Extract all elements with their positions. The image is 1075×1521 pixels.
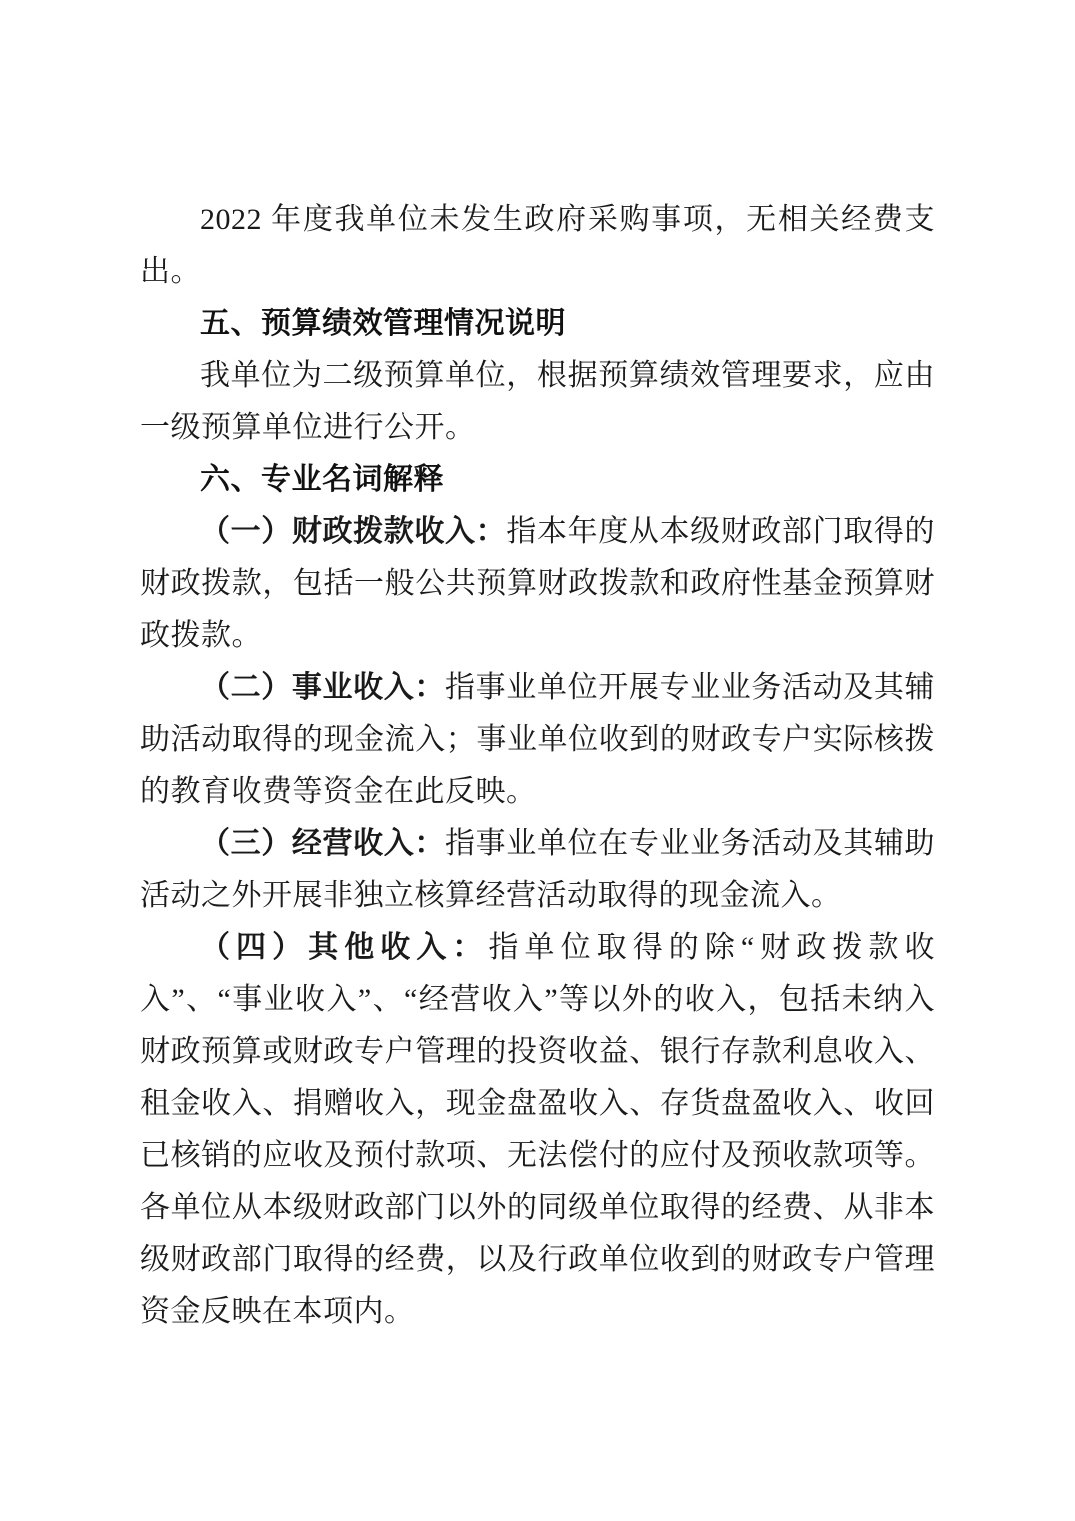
definition-body-other-income: 指单位取得的除“财政拨款收入”、“事业收入”、“经营收入”等以外的收入，包括未纳入财政预算或财政专户管理的投资收益、银行存款利息收入、租金收入、捐赠收入，现金盘盈收入、存货盘盈收入、收回已核销的应收及预付款项、无法偿付的应付及预收款项等。各单位从本级财政部门以外的同级单位取得的经费、从非本级财政部门取得的经费，以及行政单位收到的财政专户管理资金反映在本项内。 <box>140 931 935 1328</box>
definition-term-other-income: （四）其他收入： <box>200 931 489 964</box>
definition-term-institutional-income: （二）事业收入： <box>200 671 446 704</box>
paragraph-budget-performance-statement: 我单位为二级预算单位，根据预算绩效管理要求，应由一级预算单位进行公开。 <box>140 359 935 444</box>
definition-term-fiscal-appropriation-income: （一）财政拨款收入： <box>200 515 507 548</box>
paragraph-government-procurement: 2022 年度我单位未发生政府采购事项，无相关经费支出。 <box>140 203 935 288</box>
definition-body-operating-income: 指事业单位在专业业务活动及其辅助活动之外开展非独立核算经营活动取得的现金流入。 <box>140 827 936 912</box>
definition-body-institutional-income: 指事业单位开展专业业务活动及其辅助活动取得的现金流入；事业单位收到的财政专户实际核拨的教育收费等资金在此反映。 <box>140 671 936 808</box>
definition-term-operating-income: （三）经营收入： <box>200 827 446 860</box>
heading-section-six-terminology: 六、专业名词解释 <box>200 463 444 496</box>
definition-paragraph-other-income <box>140 922 935 1338</box>
definition-paragraph-institutional-income <box>140 662 935 818</box>
definition-body-fiscal-appropriation-income: 指本年度从本级财政部门取得的财政拨款，包括一般公共预算财政拨款和政府性基金预算财政拨款。 <box>140 515 936 652</box>
definition-paragraph-operating-income <box>140 818 935 922</box>
heading-section-five-budget-performance: 五、预算绩效管理情况说明 <box>200 307 566 340</box>
definition-paragraph-fiscal-appropriation-income <box>140 506 935 662</box>
